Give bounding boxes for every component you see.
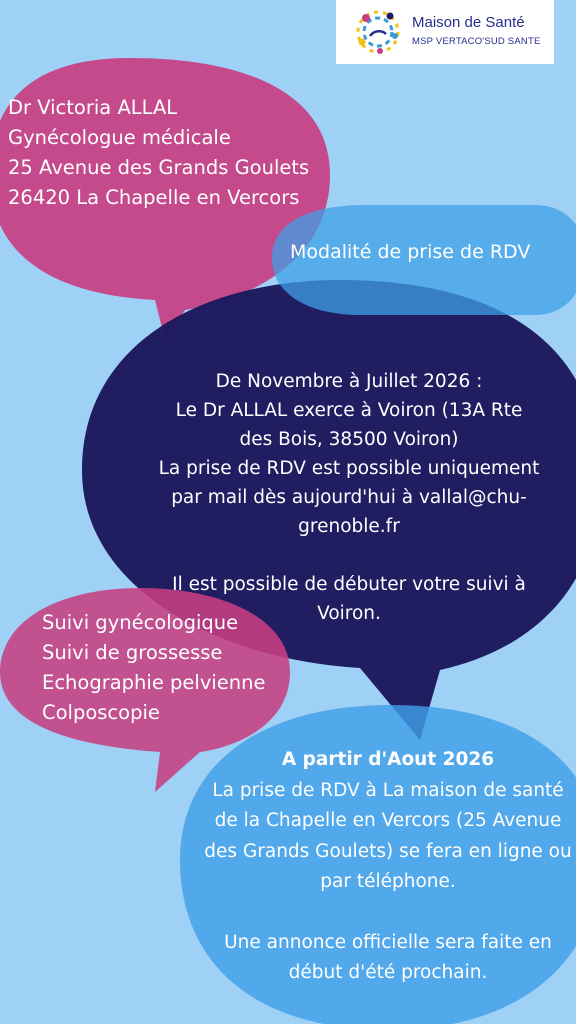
nov-line: par mail dès aujourd'hui à vallal@chu-: [171, 487, 527, 508]
service-item: Colposcopie: [42, 701, 160, 724]
period-august-text: [190, 745, 576, 989]
doctor-name: Dr Victoria ALLAL: [8, 96, 178, 119]
appointment-heading: Modalité de prise de RDV: [290, 241, 531, 263]
service-item: Suivi de grossesse: [42, 641, 223, 664]
doctor-address: 25 Avenue des Grands Goulets: [8, 156, 310, 179]
nov-follow-up-line: Voiron.: [317, 603, 381, 624]
doctor-city: 26420 La Chapelle en Vercors: [8, 186, 300, 209]
nov-line: De Novembre à Juillet 2026 :: [215, 371, 483, 392]
aout-line: La prise de RDV à La maison de santé: [212, 779, 564, 801]
logo: [336, 0, 554, 64]
aout-line: des Grands Goulets) se fera en ligne ou: [204, 840, 572, 862]
aout-line: de la Chapelle en Vercors (25 Avenue: [214, 810, 562, 831]
doctor-specialty: Gynécologue médicale: [8, 126, 231, 149]
nov-line: des Bois, 38500 Voiron): [239, 429, 459, 450]
aout-announcement-line: début d'été prochain.: [288, 962, 488, 983]
doctor-info: [8, 93, 309, 213]
nov-line: grenoble.fr: [298, 516, 400, 537]
nov-line: La prise de RDV est possible uniquement: [158, 458, 540, 479]
service-item: Suivi gynécologique: [42, 611, 239, 634]
service-item: Echographie pelvienne: [42, 671, 266, 694]
services-list: [42, 608, 266, 728]
nov-follow-up-line: Il est possible de débuter votre suivi à: [172, 574, 526, 595]
logo-subtitle: MSP VERTACO'SUD SANTE: [412, 36, 541, 47]
period-november-text: [118, 367, 576, 628]
nov-line: Le Dr ALLAL exerce à Voiron (13A Rte: [175, 400, 523, 421]
logo-title: Maison de Santé: [412, 14, 525, 31]
aout-heading: A partir d'Aout 2026: [281, 749, 495, 770]
aout-announcement-line: Une annonce officielle sera faite en: [224, 931, 552, 953]
logo-mark-icon: [350, 4, 406, 60]
aout-line: par téléphone.: [320, 871, 456, 892]
